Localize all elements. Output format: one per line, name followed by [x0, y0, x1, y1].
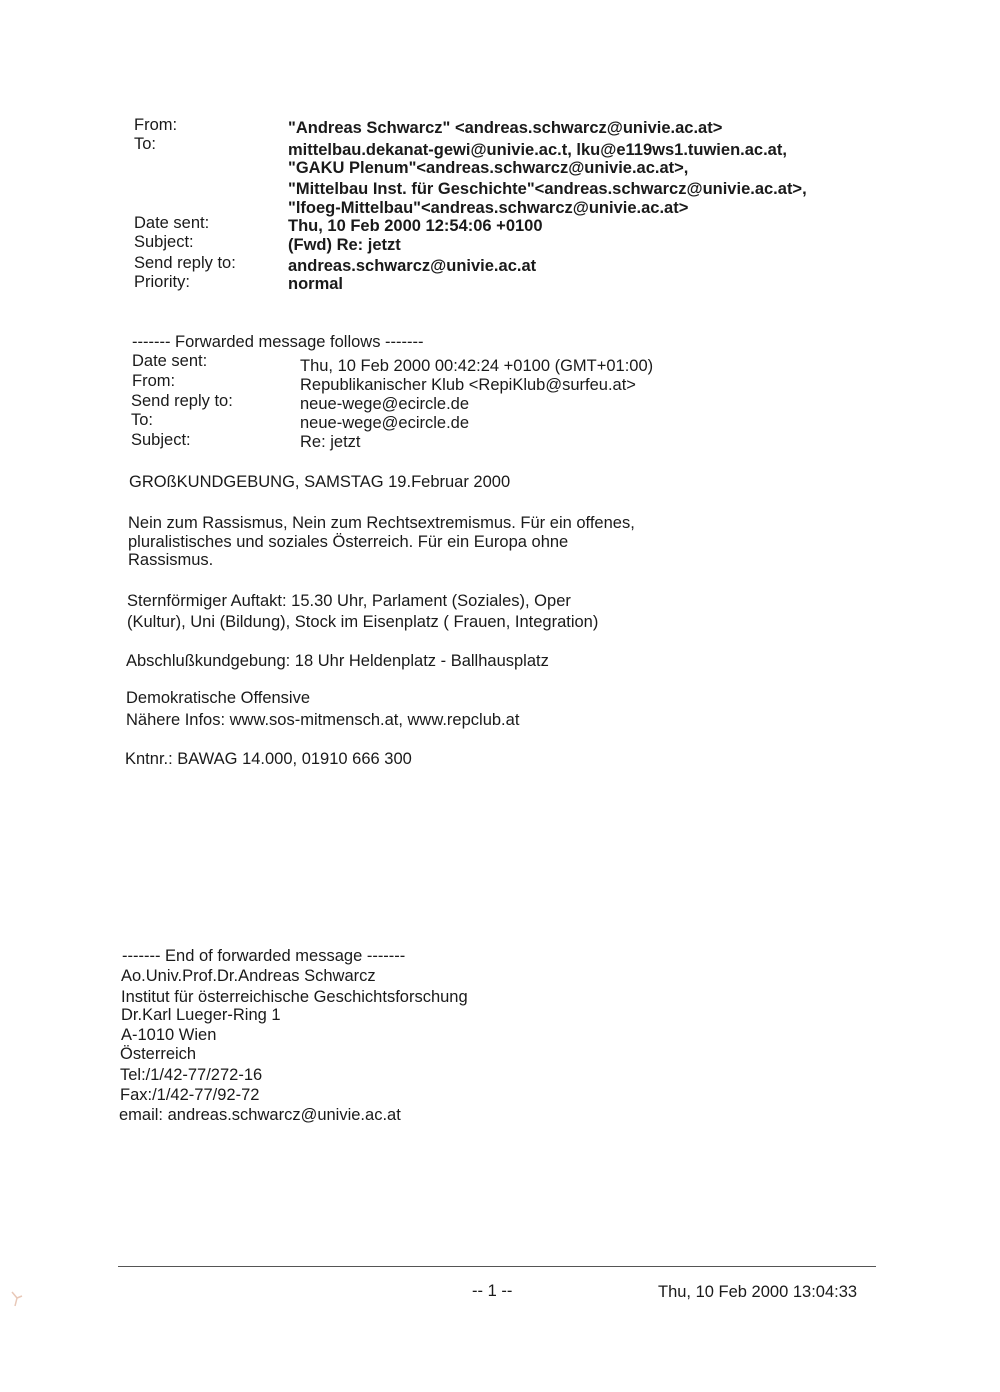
body-line: Sternförmiger Auftakt: 15.30 Uhr, Parlament (Soziales), Oper [127, 592, 571, 610]
header-date-value: Thu, 10 Feb 2000 12:54:06 +0100 [288, 217, 543, 235]
signature-line: email: andreas.schwarcz@univie.ac.at [119, 1106, 401, 1124]
header-priority-value: normal [288, 275, 344, 293]
header-to-value-3: "Mittelbau Inst. für Geschichte"<andreas.schwarcz@univie.ac.at>, [288, 180, 807, 198]
body-line: Rassismus. [128, 551, 214, 569]
fwd-date-value: Thu, 10 Feb 2000 00:42:24 +0100 (GMT+01:00) [300, 357, 654, 375]
header-to-value-2: "GAKU Plenum"<andreas.schwarcz@univie.ac.at>, [288, 159, 689, 177]
header-date-label: Date sent: [134, 214, 210, 232]
body-line: Nähere Infos: www.sos-mitmensch.at, www.repclub.at [126, 711, 520, 729]
header-subject-value: (Fwd) Re: jetzt [288, 236, 401, 254]
fwd-from-value: Republikanischer Klub <RepiKlub@surfeu.at> [300, 376, 636, 394]
fwd-to-label: To: [131, 411, 154, 429]
signature-line: Fax:/1/42-77/92-72 [120, 1086, 260, 1104]
fwd-to-value: neue-wege@ecircle.de [300, 414, 470, 432]
header-from-label: From: [134, 116, 178, 134]
signature-line: ------- End of forwarded message ------- [122, 947, 406, 965]
signature-line: Ao.Univ.Prof.Dr.Andreas Schwarcz [121, 967, 376, 985]
signature-line: Österreich [120, 1045, 197, 1063]
fwd-date-label: Date sent: [132, 352, 208, 370]
header-to-label: To: [134, 135, 157, 153]
header-priority-label: Priority: [134, 273, 190, 291]
header-to-value-1: mittelbau.dekanat-gewi@univie.ac.t, lku@e119ws1.tuwien.ac.at, [288, 141, 787, 159]
signature-line: Dr.Karl Lueger-Ring 1 [121, 1006, 281, 1024]
signature-line: A-1010 Wien [121, 1026, 217, 1044]
header-to-value-4: "lfoeg-Mittelbau"<andreas.schwarcz@univie.ac.at> [288, 199, 689, 217]
fwd-subject-label: Subject: [131, 431, 191, 449]
body-line: pluralistisches und soziales Österreich. Für ein Europa ohne [128, 533, 569, 551]
body-line: Demokratische Offensive [126, 689, 311, 707]
body-line: (Kultur), Uni (Bildung), Stock im Eisenplatz ( Frauen, Integration) [127, 613, 599, 631]
body-line: Kntnr.: BAWAG 14.000, 01910 666 300 [125, 750, 412, 768]
signature-line: Institut für österreichische Geschichtsforschung [121, 988, 468, 1006]
fwd-reply-value: neue-wege@ecircle.de [300, 395, 470, 413]
fwd-from-label: From: [132, 372, 176, 390]
header-from-value: "Andreas Schwarcz" <andreas.schwarcz@univie.ac.at> [288, 119, 723, 137]
fwd-reply-label: Send reply to: [131, 392, 233, 410]
body-line: Nein zum Rassismus, Nein zum Rechtsextremismus. Für ein offenes, [128, 514, 635, 532]
body-line-headline: GROßKUNDGEBUNG, SAMSTAG 19.Februar 2000 [129, 473, 511, 491]
body-line: Abschlußkundgebung: 18 Uhr Heldenplatz - Ballhausplatz [126, 652, 549, 670]
fwd-subject-value: Re: jetzt [300, 433, 361, 451]
header-reply-value: andreas.schwarcz@univie.ac.at [288, 257, 537, 275]
footer-divider [118, 1266, 876, 1267]
page-number: -- 1 -- [472, 1282, 513, 1300]
print-timestamp: Thu, 10 Feb 2000 13:04:33 [658, 1283, 858, 1301]
scan-artifact-mark [10, 1290, 24, 1308]
header-reply-label: Send reply to: [134, 254, 236, 272]
signature-line: Tel:/1/42-77/272-16 [120, 1066, 263, 1084]
header-subject-label: Subject: [134, 233, 194, 251]
forwarded-intro: ------- Forwarded message follows ------- [132, 333, 424, 351]
